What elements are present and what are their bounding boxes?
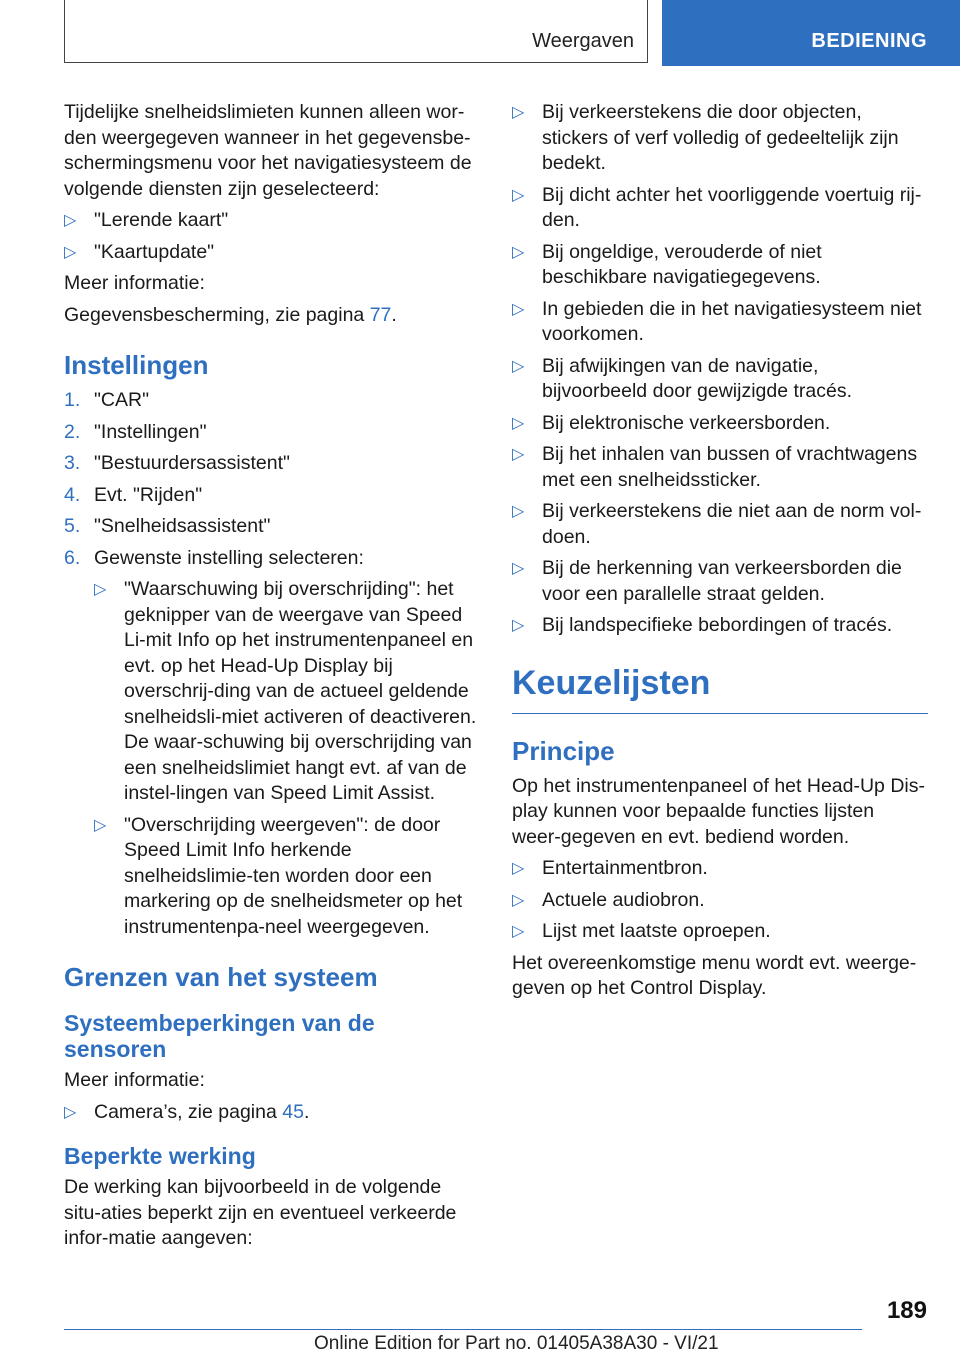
bullet-arrow-icon: ▷	[64, 1103, 77, 1121]
bullet-arrow-icon: ▷	[512, 923, 525, 940]
heading-selection-lists: Keuzelijsten	[512, 663, 928, 714]
page-link[interactable]: 77	[369, 303, 392, 326]
bullet-arrow-icon: ▷	[512, 503, 525, 520]
heading-principle: Principe	[512, 735, 615, 766]
list-item: ▷ Bij het inhalen van bussen of vrachtwagens met een snelheidssticker.	[512, 443, 918, 491]
list-item: ▷ Entertainmentbron.	[512, 856, 928, 882]
step6-sublist	[64, 577, 480, 940]
list-item: ▷ Lijst met laatste oproepen.	[512, 919, 928, 945]
reference: Gegevensbescherming, zie pagina 77.	[64, 303, 397, 326]
bullet-arrow-icon: ▷	[94, 816, 107, 834]
chapter-label: BEDIENING	[811, 30, 927, 52]
list-item: ▷ "Waarschuwing bij overschrijding": het geknipper van de weergave van Speed Li-mit Info op het instrumentenpaneel en evt. op het Head-Up Display bij overschrij-ding van de actueel geldende snelheidsli-miet activeren of deactiveren. De waar-schuwing bij overschrijding van een snelheidslimiet hangt evt. af van de instel-lingen van Speed Limit Assist.	[94, 578, 477, 804]
page-header	[0, 0, 960, 66]
more-info-label: Meer informatie:	[64, 272, 205, 294]
right-column	[512, 100, 928, 1008]
bullet-arrow-icon: ▷	[512, 104, 525, 121]
bullet-arrow-icon: ▷	[512, 243, 525, 261]
section-title: Weergaven	[532, 30, 634, 52]
bullet-arrow-icon: ▷	[512, 446, 525, 463]
list-item: ▷ Bij verkeerstekens die niet aan de norm vol-doen.	[512, 500, 922, 548]
intro-text: Tijdelijke snelheidslimieten kunnen alleen wor-den weergegeven wanneer in het gegevensbe-schermingsmenu voor het navigatiesysteem de volgende diensten zijn geselecteerd:	[64, 101, 472, 200]
bullet-arrow-icon: ▷	[512, 300, 525, 318]
heading-settings: Instellingen	[64, 350, 209, 380]
step-item: 1. "CAR"	[64, 389, 150, 411]
list-item: ▷ Bij landspecifieke bebordingen of tracés.	[512, 613, 928, 639]
bullet-arrow-icon: ▷	[512, 617, 525, 634]
limited-text: De werking kan bijvoorbeeld in de volgende situ-aties beperkt zijn en eventueel verkeerde infor-matie aangeven:	[64, 1176, 457, 1249]
heading-limited-function: Beperkte werking	[64, 1143, 256, 1169]
step-item: 6. Gewenste instelling selecteren:	[64, 546, 364, 569]
bullet-arrow-icon: ▷	[512, 560, 525, 577]
bullet-arrow-icon: ▷	[64, 212, 77, 229]
list-item: ▷ "Overschrijding weergeven": de door Speed Limit Info herkende snelheidslimie-ten worden door een markering op de snelheidsmeter op het instrumentenpa-neel weergegeven.	[94, 813, 463, 938]
step-item: 2. "Instellingen"	[64, 420, 207, 443]
bullet-arrow-icon: ▷	[512, 414, 525, 432]
step-item: 5. "Snelheidsassistent"	[64, 515, 271, 537]
list-item: ▷ Camera’s, zie pagina 45.	[64, 1100, 480, 1126]
list-item: ▷ Actuele audiobron.	[512, 888, 928, 914]
bullet-arrow-icon: ▷	[512, 891, 525, 909]
step-item: 4. Evt. "Rijden"	[64, 483, 203, 506]
heading-sensor-limits: Systeembeperkingen van de sensoren	[64, 1010, 375, 1062]
closing-text: Het overeenkomstige menu wordt evt. weerge-geven op het Control Display.	[512, 951, 917, 999]
list-item: ▷ Bij de herkenning van verkeersborden die voor een parallelle straat gelden.	[512, 557, 902, 605]
list-item: ▷ Bij dicht achter het voorliggende voertuig rij-den.	[512, 183, 922, 231]
list-item: ▷ Bij verkeerstekens die door objecten, stickers of verf volledig of gedeeltelijk zijn bedekt.	[512, 101, 899, 174]
page-number: 189	[886, 1297, 927, 1324]
list-item: ▷ "Kaartupdate"	[64, 240, 480, 266]
step-item: 3. "Bestuurdersassistent"	[64, 452, 290, 474]
bullet-arrow-icon: ▷	[512, 357, 525, 375]
page-link[interactable]: 45	[282, 1100, 304, 1123]
bullet-arrow-icon: ▷	[512, 860, 525, 877]
left-column	[64, 100, 480, 1258]
chapter-tab[interactable]	[662, 0, 960, 66]
list-item: ▷ Bij elektronische verkeersborden.	[512, 411, 928, 437]
principle-text: Op het instrumentenpaneel of het Head-Up Dis-play kunnen voor bepaalde functies lijsten weer-gegeven en evt. bediend worden.	[512, 774, 925, 848]
more-info-label: Meer informatie:	[64, 1069, 205, 1091]
footer-divider	[64, 1329, 862, 1330]
list-item: ▷ "Lerende kaart"	[64, 208, 480, 234]
bullet-arrow-icon: ▷	[64, 243, 77, 261]
bullet-arrow-icon: ▷	[512, 186, 525, 204]
list-item: ▷ Bij afwijkingen van de navigatie, bijvoorbeeld door gewijzigde tracés.	[512, 354, 853, 402]
list-item: ▷ In gebieden die in het navigatiesysteem niet voorkomen.	[512, 297, 922, 345]
heading-system-limits: Grenzen van het systeem	[64, 962, 378, 992]
edition-footer: Online Edition for Part no. 01405A38A30 - VI/21	[314, 1333, 719, 1354]
list-item: ▷ Bij ongeldige, verouderde of niet beschikbare navigatiegegevens.	[512, 240, 822, 288]
bullet-arrow-icon: ▷	[94, 581, 107, 598]
